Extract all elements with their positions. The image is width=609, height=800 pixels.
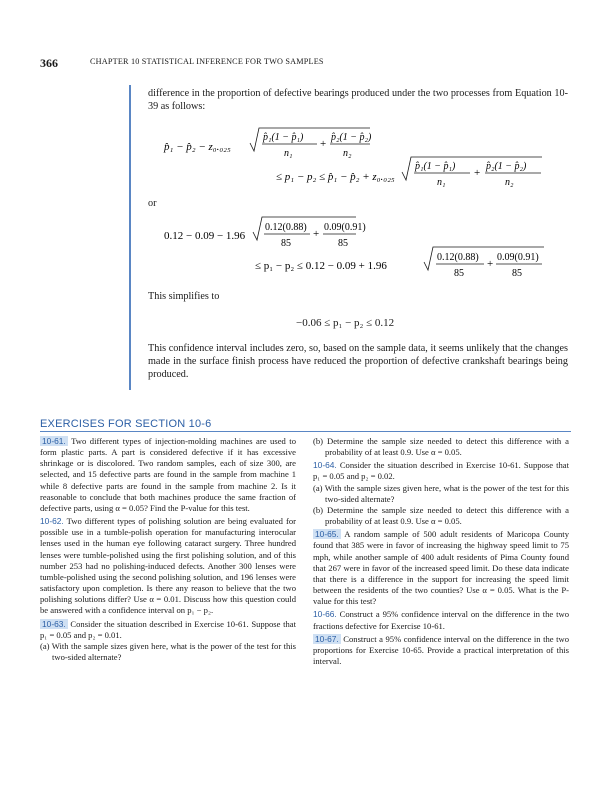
exercise-10-61 <box>40 436 296 514</box>
exercise-number: 10-65. <box>315 529 339 540</box>
numeric-ci-equation <box>0 210 609 290</box>
num-f1-num: 0.12(0.88) <box>265 222 307 233</box>
intro-paragraph: difference in the proportion of defective bearings produced under the two processes from Equation 10-39 as follows: <box>148 88 568 113</box>
exercise-number: 10-62. <box>40 516 64 527</box>
sym-plus-2: + <box>474 167 481 179</box>
simplifies-text: This simplifies to <box>148 291 220 302</box>
exercise-10-64 <box>313 460 569 527</box>
exercise-number: 10-63. <box>42 618 66 629</box>
num-f1-den-2: 85 <box>454 268 464 279</box>
sym-plus-1: + <box>320 138 327 150</box>
exercise-part-a: (a) With the sample sizes given here, what is the power of the test for this two-sided alternate? <box>40 640 296 662</box>
exercise-number: 10-66. <box>313 609 337 620</box>
num-f2-num: 0.09(0.91) <box>324 222 366 233</box>
sym-f1-num-2: p̂₁(1 − p̂₁) <box>415 161 456 172</box>
exercise-text: Consider the situation described in Exercise 10-61. Suppose that p₁ = 0.05 and p₂ = 0.01. <box>40 618 296 640</box>
sym-lhs: p̂₁ − p̂₂ − z₀.₀₂₅ <box>164 141 231 153</box>
or-text: or <box>148 198 157 209</box>
exercise-number: 10-61. <box>42 436 66 446</box>
exercise-text: Two different types of polishing solution are being evaluated for possible use in a tumble-polish operation for manufacturing interocular lenses used in the human eye following cataract surgery. Three hundred lenses were tumble-polished using the first polishing solution, and of this number 253 had no polishing-induced defects. Another 300 lenses were tumble-polished using the second polishing solution, and 196 lenses were satisfactory upon completion. Is there any reason to believe that the two polishing solutions differ? Use α = 0.01. Discuss how this question could be answered with a confidence interval on p₁ − p₂. <box>40 516 296 616</box>
sym-f2-num: p̂₂(1 − p̂₂) <box>331 132 372 143</box>
exercise-10-62 <box>40 516 296 616</box>
num-rhs: ≤ p₁ − p₂ ≤ 0.12 − 0.09 + 1.96 <box>255 260 387 272</box>
exercise-number: 10-64. <box>313 460 337 471</box>
sym-f1-num: p̂₁(1 − p̂₁) <box>263 132 304 143</box>
sym-f2-num-2: p̂₂(1 − p̂₂) <box>486 161 527 172</box>
exercise-10-66 <box>313 609 569 631</box>
exercise-text: A random sample of 500 adult residents of Maricopa County found that 385 were in favor of increasing the highway speed limit to 75 mph, while another sample of 400 adult residents of Pima County found that 267 were in favor of the increased speed limit. Do these data indicate that there is a difference in the support for increasing the speed limit between the residents of the two counties? Use α = 0.05. What is the P-value for this test? <box>313 529 569 607</box>
symbolic-ci-equation <box>0 0 609 200</box>
exercise-10-63 <box>40 619 296 664</box>
result-inequality: −0.06 ≤ p₁ − p₂ ≤ 0.12 <box>296 317 395 329</box>
exercises-section-rule <box>40 431 571 432</box>
exercise-part-b: (b) Determine the sample size needed to detect this difference with a probability of at least 0.9. Use α = 0.05. <box>313 504 569 527</box>
num-plus-2: + <box>487 258 494 270</box>
exercise-text: Construct a 95% confidence interval on the difference in the two fractions defective for Exercise 10-61. <box>313 609 570 631</box>
exercise-10-65 <box>313 529 569 607</box>
num-f2-den: 85 <box>338 238 348 249</box>
exercises-section-title: EXERCISES FOR SECTION 10-6 <box>40 418 212 430</box>
exercise-10-67 <box>313 634 569 667</box>
exercise-text: Two different types of injection-molding machines are used to form plastic parts. A part is considered defective if it has excessive shrinkage or is discolored. Two random samples, each of size 300, are selected, and 15 defective parts are found in the sample from machine 1 while 8 defective parts are found in the sample from machine 2. Is it reasonable to conclude that both machines produce the same fraction of defective parts, using α = 0.05? Find the P-value for this test. <box>40 436 296 513</box>
num-lhs: 0.12 − 0.09 − 1.96 <box>164 230 246 242</box>
num-f2-num-2: 0.09(0.91) <box>497 252 539 263</box>
exercise-number: 10-67. <box>315 633 339 644</box>
exercise-10-63-part-b: (b) Determine the sample size needed to detect this difference with a probability of at least 0.9. Use α = 0.05. <box>313 436 569 458</box>
num-f1-num-2: 0.12(0.88) <box>437 252 479 263</box>
conclusion-paragraph: This confidence interval includes zero, so, based on the sample data, it seems unlikely that the changes made in the surface finish process have reduced the proportion of defective crankshaft bearings being produced. <box>148 343 568 381</box>
num-f1-den: 85 <box>281 238 291 249</box>
chapter-title: CHAPTER 10 STATISTICAL INFERENCE FOR TWO SAMPLES <box>90 57 324 66</box>
sym-f1-den-2: n₁ <box>437 177 446 188</box>
exercise-text: Construct a 95% confidence interval on the difference in the two proportions for Exercise 10-65. Provide a practical interpretation of this interval. <box>313 633 569 666</box>
exercise-text: Consider the situation described in Exercise 10-61. Suppose that p₁ = 0.05 and p₂ = 0.02. <box>313 460 569 482</box>
exercises-left-column <box>40 436 296 665</box>
page-number: 366 <box>40 56 58 70</box>
num-f2-den-2: 85 <box>512 268 522 279</box>
exercises-right-column <box>313 436 569 669</box>
sym-f1-den: n₁ <box>284 148 293 159</box>
sym-rhs: ≤ p₁ − p₂ ≤ p̂₁ − p̂₂ + z₀.₀₂₅ <box>276 171 395 183</box>
sym-f2-den: n₂ <box>343 148 352 159</box>
sym-f2-den-2: n₂ <box>505 177 514 188</box>
exercise-part-a: (a) With the sample sizes given here, what is the power of the test for this two-sided alternate? <box>313 482 569 504</box>
num-plus-1: + <box>313 228 320 240</box>
